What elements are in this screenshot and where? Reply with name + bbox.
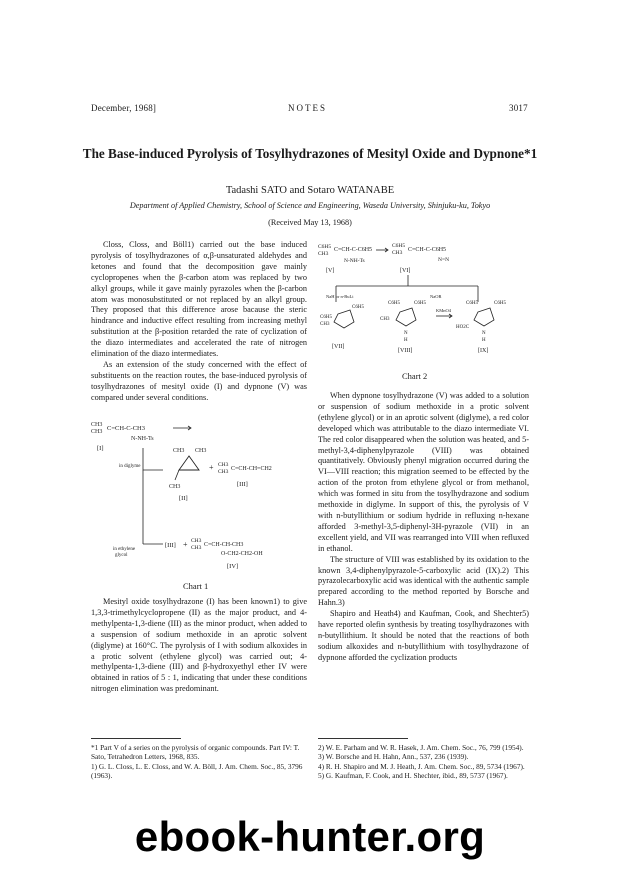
header-date: December, 1968] [91, 103, 157, 113]
VI-c6h5: C6H5 [392, 243, 406, 249]
cyclopropene-ring [179, 456, 199, 470]
diene-ch3: CH3 [218, 462, 229, 468]
diene-formula: C=CH-CH=CH2 [231, 466, 272, 472]
ether-oh: O-CH2-CH2-OH [221, 551, 263, 557]
cp-methyls-b: CH3 [195, 448, 207, 454]
VIII-ch3: CH3 [380, 317, 390, 322]
chart-1-scheme [91, 418, 311, 590]
article-authors: Tadashi SATO and Sotaro WATANABE [225, 185, 395, 196]
footnote-rule [91, 738, 181, 739]
footnote: 3) W. Borsche and H. Hahn, Ann., 537, 236 (1939). [318, 752, 469, 762]
VIII-n: N [404, 331, 408, 336]
footnote: 1) G. L. Closs, L. E. Closs, and W. A. Böll, J. Am. Chem. Soc., 85, 3796 (1963). [91, 761, 303, 781]
left-column-top [91, 240, 307, 404]
chart2-label-VIII: [VIII] [398, 348, 413, 354]
paragraph: As an extension of the study concerned with the effect of substituents on the reaction routes, the base-induced pyrolysis of tosylhydrazones of mesityl oxide (I) and dypnone (V) was compared under several conditions. [91, 359, 307, 402]
ether-ch3-b: CH3 [191, 545, 202, 551]
header-section: NOTES [288, 103, 327, 113]
footnote: 2) W. E. Parham and W. R. Hasek, J. Am. Chem. Soc., 76, 799 (1954). [318, 743, 524, 752]
VI-diazo: N=N [438, 257, 450, 263]
VIII-c6h5: C6H5 [388, 301, 400, 306]
V-hydrazone: N-NH-Ts [344, 258, 365, 264]
header-page-number: 3017 [509, 103, 528, 113]
article-title: The Base-induced Pyrolysis of Tosylhydrazones of Mesityl Oxide and Dypnone*1 [82, 146, 538, 161]
VIII-h: H [404, 338, 408, 343]
VII-c6h5: C6H5 [320, 315, 332, 320]
chart1-label-II: [II] [179, 495, 188, 502]
kmno4-reagent: KMnO4 [436, 308, 452, 313]
paragraph: Shapiro and Heath4) and Kaufman, Cook, and Shechter5) have reported olefin synthesis by treating tosylhydrazones with n-butyllithium. It should be noted that the reactions of both sodium alkoxides and n-butyllithium with tosylhydrazone of dypnone afforded the cyclization products [318, 609, 529, 662]
IX-hooc: HO2C [456, 325, 470, 330]
VII-c6h5-b: C6H5 [352, 305, 364, 310]
footnote: 4) R. H. Shapiro and M. J. Heath, J. Am. Chem. Soc., 89, 5734 (1967). [318, 761, 525, 771]
article-affiliation: Department of Applied Chemistry, School of Science and Engineering, Waseda University, Shinjuku-ku, Tokyo [129, 201, 491, 210]
paragraph: Mesityl oxide tosylhydrazone (I) has been known1) to give 1,3,3-trimethylcyclopropene (II) as the major product, and 4-methylpenta-1,3-diene (III) as the minor product, when added to a suspension of sodium methoxide in an aprotic solvent (diglyme) at 160°C. The pyrolysis of I with sodium alkoxides in a protic solvent (ethylene glycol) was carried out; 4-methylpenta-1,3-diene (III) and β-hydroxyethyl ether IV were obtained in ratios of 5 : 1, indicating that under these conditions nitrogen elimination was predominant. [91, 597, 307, 694]
solvent-glycol: in ethylene [113, 547, 136, 552]
solvent-diglyme: in diglyme [119, 464, 141, 469]
received-date: (Received May 13, 1968) [268, 218, 352, 227]
IX-c6h5-b: C6H5 [494, 301, 506, 306]
paragraph: The structure of VIII was established by its oxidation to the known 3,4-diphenylpyrazole-5-carboxylic acid (IX).2) This pyrazolecarboxylic acid was identical with the authentic sample prepared according to the method reported by Borsche and Hahn.3) [318, 554, 529, 608]
chart2-label-V: [V] [326, 268, 335, 274]
chart-1-caption: Chart 1 [183, 581, 209, 591]
watermark: ebook-hunter.org [134, 813, 486, 860]
bond [175, 470, 179, 480]
IX-n: N [482, 331, 486, 336]
chart2-label-VII: [VII] [332, 344, 345, 350]
chart2-label-IX: [IX] [478, 348, 489, 354]
solvent-glycol-b: glycol [115, 553, 128, 558]
footnote-rule [318, 738, 408, 739]
chart-2-scheme [318, 238, 530, 368]
chart1-label-IV: [IV] [227, 563, 239, 570]
footnote: *1 Part V of a series on the pyrolysis of organic compounds. Part IV: T. Sato, Tetrahedron Letters, 1968, 835. [91, 743, 300, 762]
chart1-label-I: [I] [97, 445, 104, 452]
chart-2-caption: Chart 2 [402, 371, 428, 381]
diene-ch3-b: CH3 [218, 469, 229, 475]
ether-formula: C=CH-CH-CH3 [204, 542, 244, 548]
chart1-compound-I-hydrazone: N-NH-Ts [131, 436, 154, 442]
cp-methyls: CH3 [173, 448, 185, 454]
VI-ch3: CH3 [392, 250, 403, 256]
branch-line [143, 448, 163, 470]
pyrazole-ring-VIII [396, 308, 416, 326]
footnote: 5) G. Kaufman, F. Cook, and H. Shechter, ibid., 89, 5737 (1967). [318, 771, 508, 781]
chart2-label-VI: [VI] [400, 268, 411, 274]
chart1-ch3-b: CH3 [91, 429, 103, 435]
chart1-III-short: [III] [165, 542, 176, 549]
reagent-right: NaOR [430, 294, 442, 299]
VII-ch3: CH3 [320, 322, 330, 327]
paragraph: When dypnone tosylhydrazone (V) was added to a solution or suspension of sodium methoxide in a protic solvent (ethylene glycol) or in an aprotic solvent (diglyme), a red color developed which was attributable to the diazo intermediate VI. The red color disappeared when the solution was heated, and 5-methyl-3,4-diphenylpyrazole (VIII) was obtained quantitatively. Obviously phenyl migration occurred during the VI—VIII reaction; this migration seemed to be effected by the action of the proton from ethylene glycol or from methanol, which was formed in situ from the tosylhydrazone and sodium methoxide in diglyme. In support of this, the pyrolysis of V with n-butyllithium or sodium hydride in refluxing n-hexane afforded 3-methyl-3,5-diphenyl-3H-pyrazole (VII) in an excellent yield, and VII was rearranged into VIII when refluxed in ethanol. [318, 391, 529, 553]
V-ch3: CH3 [318, 251, 329, 257]
footnotes-right [318, 743, 529, 781]
chart1-ch3: CH3 [91, 422, 103, 428]
V-c6h5: C6H5 [318, 244, 332, 250]
paragraph: Closs, Closs, and Böll1) carried out the base induced pyrolysis of tosylhydrazones of α,β-unsaturated aldehydes and ketones and found that the decomposition gave mainly cyclopropenes when the β-carbon atom was replaced by two alkyl groups, while it gave mainly pyrazoles when the β-carbon atom was monosubstituted or not replaced by an alkyl group. They proposed that this difference arose bacause the steric hindrance and inductive effect resulting from increasing methyl substitution at the β-position retarded the rate of cyclization of the diazo intermediates and accelerated the rate of nitrogen elimination of the diazo intermediates. [91, 240, 307, 359]
V-formula: C=CH-C-C6H5 [334, 247, 373, 253]
chart1-label-III: [III] [237, 481, 248, 488]
chart1-compound-I-formula: C=CH-C-CH3 [107, 425, 145, 432]
plus-sign-2: + [183, 540, 188, 549]
plus-sign: + [209, 463, 214, 472]
pyrazole-ring-VII [334, 310, 354, 328]
IX-c6h5: C6H5 [466, 301, 478, 306]
IX-h: H [482, 338, 486, 343]
right-column [318, 391, 529, 664]
VI-formula: C=CH-C-C6H5 [408, 247, 447, 253]
ether-ch3: CH3 [191, 538, 202, 544]
left-column-bottom [91, 597, 307, 695]
pyrazole-ring-IX [474, 308, 494, 326]
cp-ch3: CH3 [169, 484, 181, 490]
footnotes-left [91, 743, 307, 781]
reagent-left: NaH or n-BuLi [326, 294, 354, 299]
VIII-c6h5-b: C6H5 [414, 301, 426, 306]
